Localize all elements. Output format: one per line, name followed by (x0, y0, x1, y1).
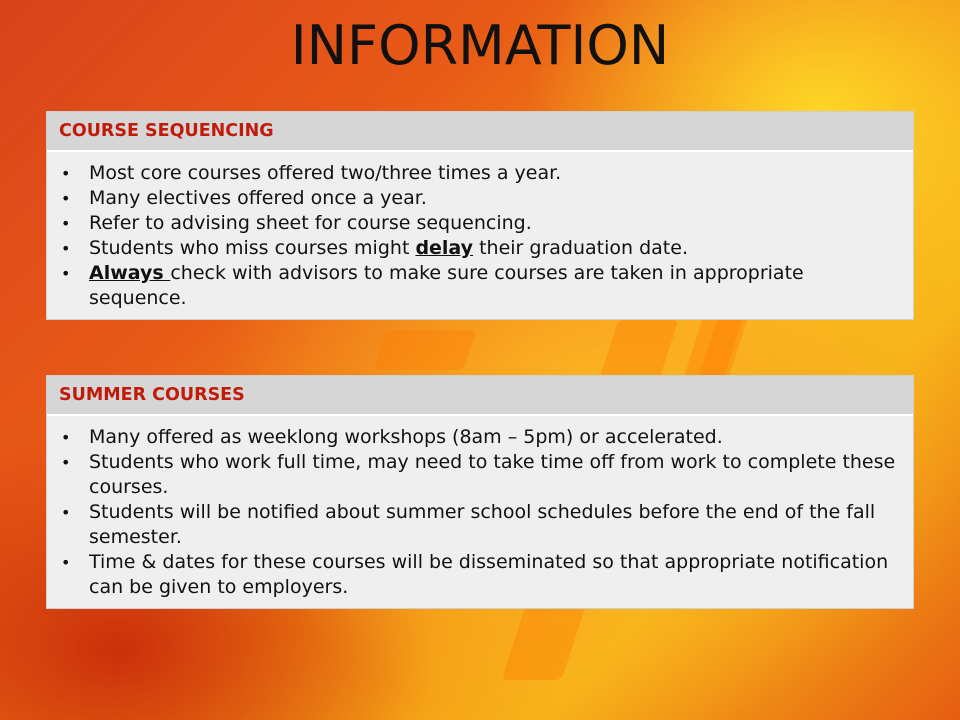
summer-courses-header: SUMMER COURSES (47, 376, 913, 416)
list-item: • Many offered as weeklong workshops (8am – 5pm) or accelerated. (61, 425, 903, 450)
list-item: • Students will be notified about summer school schedules before the end of the fall semester. (61, 500, 903, 550)
list-item (61, 261, 903, 311)
list-item: • Most core courses offered two/three times a year. (61, 161, 903, 186)
list-item-text: their graduation date. (473, 237, 688, 259)
course-sequencing-panel (46, 111, 914, 320)
list-item (61, 236, 903, 261)
list-item-text: Students who miss courses might (89, 237, 416, 259)
summer-courses-list (47, 416, 913, 608)
course-sequencing-list (47, 152, 913, 319)
course-sequencing-header: COURSE SEQUENCING (47, 112, 913, 152)
list-item: • Refer to advising sheet for course sequencing. (61, 211, 903, 236)
list-item: • Time & dates for these courses will be disseminated so that appropriate notification can be given to employers. (61, 550, 903, 600)
emphasis-text: Always (89, 262, 171, 284)
list-item: • Students who work full time, may need to take time off from work to complete these courses. (61, 450, 903, 500)
background-shape (374, 330, 477, 370)
summer-courses-panel (46, 375, 914, 609)
list-item: • Many electives offered once a year. (61, 186, 903, 211)
slide-title: INFORMATION (290, 14, 670, 77)
emphasis-text: delay (415, 237, 474, 259)
list-item-text: check with advisors to make sure courses are taken in appropriate sequence. (89, 262, 804, 309)
